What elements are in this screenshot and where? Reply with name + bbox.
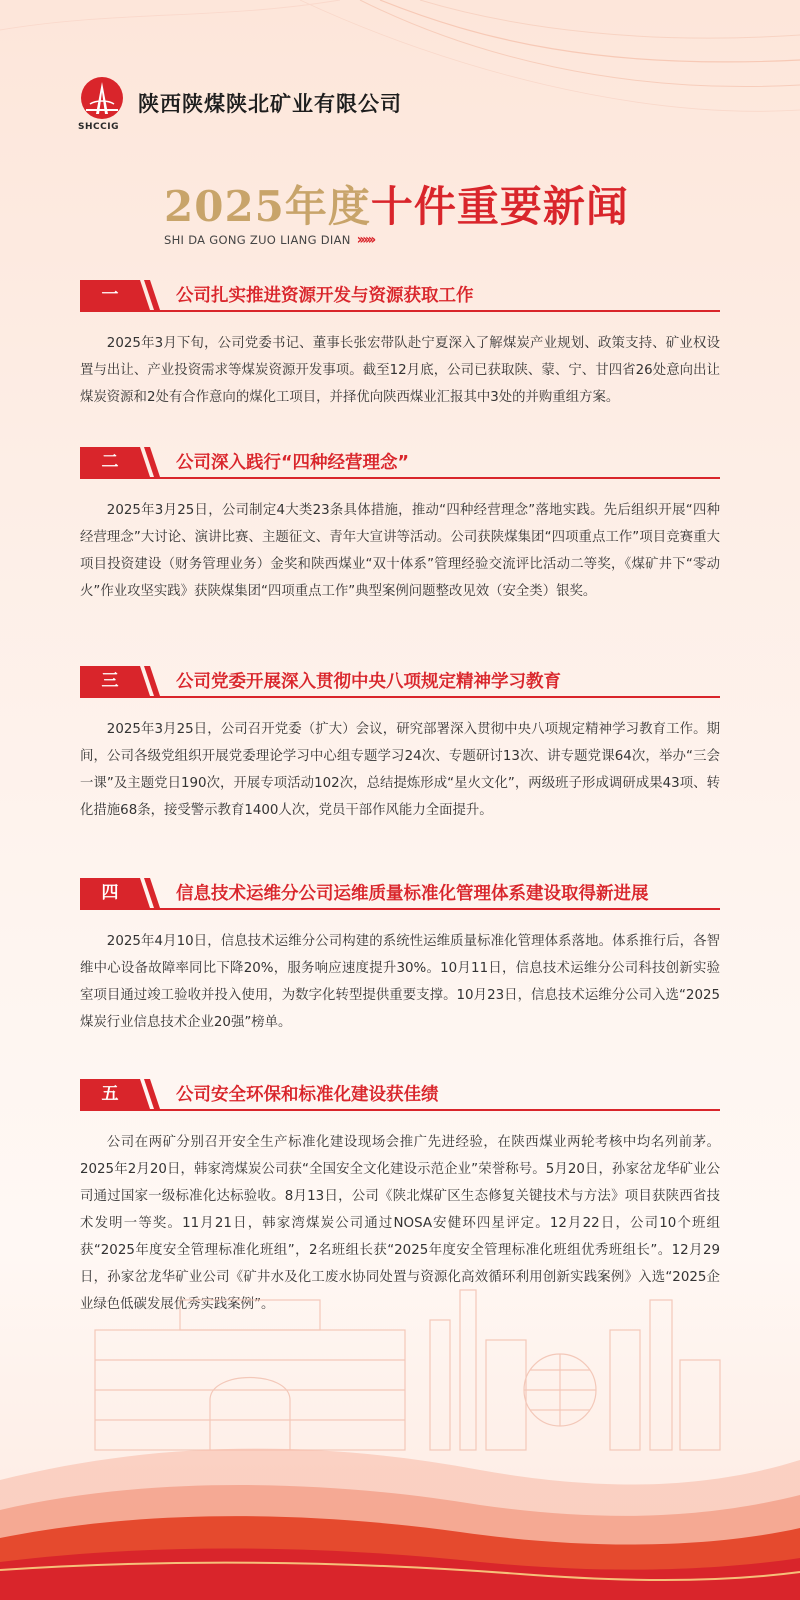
section-rule — [80, 310, 720, 312]
section-header — [80, 1077, 720, 1111]
news-section-1 — [80, 278, 720, 411]
section-title: 公司党委开展深入贯彻中央八项规定精神学习教育 — [176, 672, 561, 692]
section-number: 五 — [101, 1084, 119, 1104]
section-header — [80, 445, 720, 479]
news-section-4 — [80, 876, 720, 1036]
title-year: 2025年度 — [164, 182, 371, 231]
title-main: 十件重要新闻 — [370, 182, 629, 231]
section-number: 三 — [101, 671, 119, 691]
section-header — [80, 876, 720, 910]
section-body: 2025年4月10日，信息技术运维分公司构建的系统性运维质量标准化管理体系落地。体系推行后，各智维中心设备故障率同比下降20%，服务响应速度提升30%。10月11日，信息技术运维分公司科技创新实验室项目通过竣工验收并投入使用，为数字化转型提供重要支撑。10月23日，信息技术运维分公司入选“2025煤炭行业信息技术企业20强”榜单。 — [80, 934, 720, 1030]
section-body: 公司在两矿分别召开安全生产标准化建设现场会推广先进经验，在陕西煤业两轮考核中均名列前茅。2025年2月20日，韩家湾煤炭公司获“全国安全文化建设示范企业”荣誉称号。5月20日，孙家岔龙华矿业公司通过国家一级标准化达标验收。8月13日，公司《陕北煤矿区生态修复关键技术与方法》项目获陕西省技术发明一等奖。11月21日，韩家湾煤炭公司通过NOSA安健环四星评定。12月22日，公司10个班组获“2025年度安全管理标准化班组”，2名班组长获“2025年度安全管理标准化班组优秀班组长”。12月29日，孙家岔龙华矿业公司《矿井水及化工废水协同处置与资源化高效循环利用创新实践案例》入选“2025企业绿色低碳发展优秀实践案例”。 — [80, 1135, 720, 1312]
section-title: 信息技术运维分公司运维质量标准化管理体系建设取得新进展 — [176, 884, 649, 904]
section-number: 四 — [101, 883, 119, 903]
section-body: 2025年3月下旬，公司党委书记、董事长张宏带队赴宁夏深入了解煤炭产业规划、政策支持、矿业权设置与出让、产业投资需求等煤炭资源开发事项。截至12月底，公司已获取陕、蒙、宁、甘四省26处意向出让煤炭资源和2处有合作意向的煤化工项目，并择优向陕西煤业汇报其中3处的并购重组方案。 — [80, 336, 720, 405]
section-rule — [80, 1109, 720, 1111]
bottom-wave-decoration — [0, 1270, 800, 1600]
news-section-2 — [80, 445, 720, 605]
brand-header — [78, 76, 402, 134]
section-title: 公司扎实推进资源开发与资源获取工作 — [176, 286, 474, 306]
company-name: 陕西陕煤陕北矿业有限公司 — [138, 92, 402, 116]
news-section-3 — [80, 664, 720, 824]
page-title — [164, 174, 629, 234]
section-title: 公司安全环保和标准化建设获佳绩 — [176, 1085, 439, 1105]
company-logo-icon — [78, 76, 126, 122]
page-subtitle — [164, 232, 373, 248]
company-logo — [78, 76, 126, 134]
section-number: 一 — [101, 285, 119, 305]
building-silhouette-icon — [95, 1290, 720, 1450]
section-header — [80, 278, 720, 312]
section-number: 二 — [101, 452, 119, 472]
section-title: 公司深入践行“四种经营理念” — [176, 453, 410, 473]
logo-abbreviation: SHCCIG — [78, 122, 119, 132]
chevron-right-icon: ›››››› — [356, 232, 374, 248]
section-body: 2025年3月25日，公司召开党委（扩大）会议，研究部署深入贯彻中央八项规定精神学习教育工作。期间，公司各级党组织开展党委理论学习中心组专题学习24次、专题研讨13次、讲专题党课64次，举办“三会一课”及主题党日190次，开展专项活动102次，总结提炼形成“星火文化”，两级班子形成调研成果43项、转化措施68条，接受警示教育1400人次，党员干部作风能力全面提升。 — [80, 722, 720, 818]
section-rule — [80, 477, 720, 479]
section-rule — [80, 908, 720, 910]
section-header — [80, 664, 720, 698]
section-body: 2025年3月25日，公司制定4大类23条具体措施，推动“四种经营理念”落地实践。先后组织开展“四种经营理念”大讨论、演讲比赛、主题征文、青年大宣讲等活动。公司获陕煤集团“四项重点工作”项目竞赛重大项目投资建设（财务管理业务）金奖和陕西煤业“双十体系”管理经验交流评比活动二等奖，《煤矿井下“零动火”作业攻坚实践》获陕煤集团“四项重点工作”典型案例问题整改见效（安全类）银奖。 — [80, 503, 720, 599]
subtitle-text: SHI DA GONG ZUO LIANG DIAN — [164, 233, 351, 247]
section-rule — [80, 696, 720, 698]
